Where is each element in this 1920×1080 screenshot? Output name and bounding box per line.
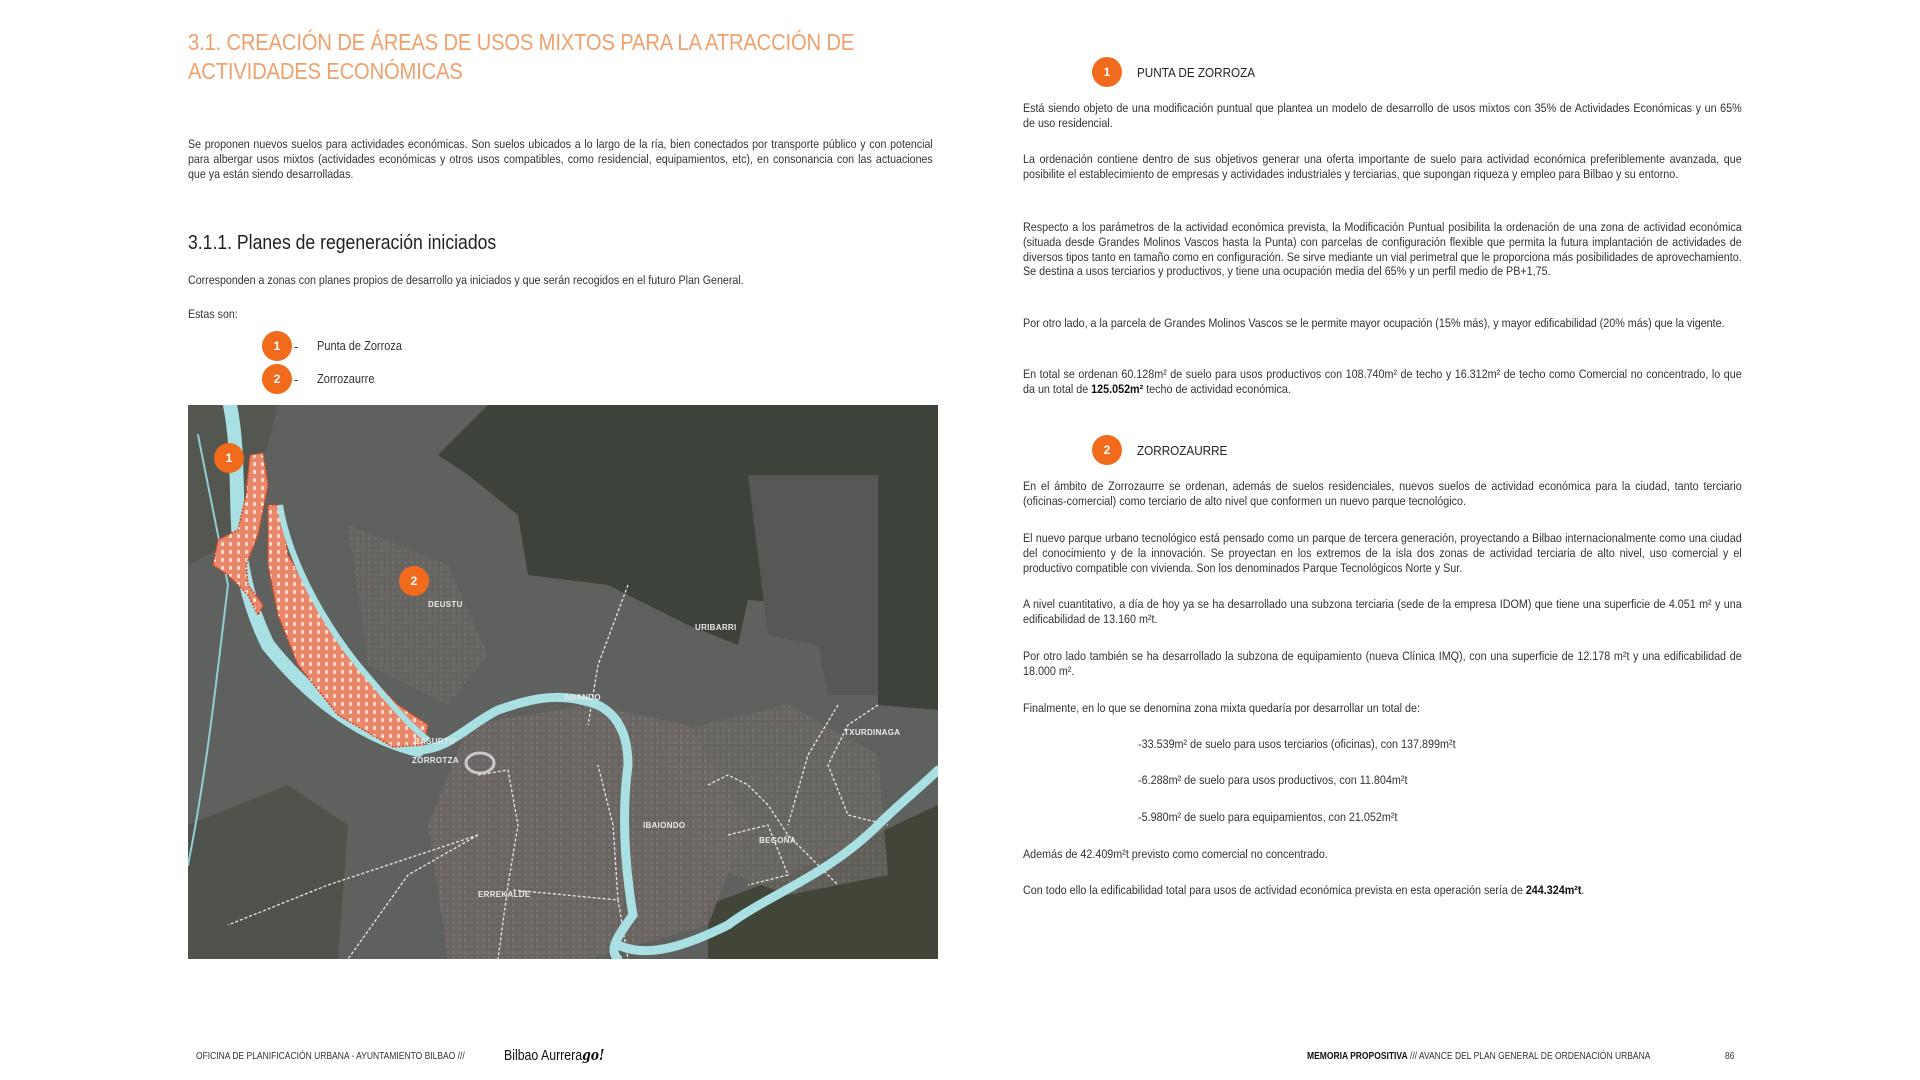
footer-doc-title: /// AVANCE DEL PLAN GENERAL DE ORDENACIÓN URBANA xyxy=(1407,1051,1651,1062)
paragraph: En el ámbito de Zorrozaurre se ordenan, además de suelos residenciales, nuevos suelos de actividad económica para la ciudad, tanto terciario (oficinas-comercial) como terciario de alto nivel que conformen un nuevo parque tecnológico. xyxy=(1023,479,1742,508)
paragraph: Respecto a los parámetros de la actividad económica prevista, la Modificación Puntual posibilita la ordenación de una zona de actividad económica (situada desde Grandes Molinos Vascos hasta la Punta) con parcelas de configuración flexible que permita la futura implantación de actividades de diversos tipos tanto en tamaño como en configuración. Se sirve mediante un vial perimetral que le proporciona más posibilidades de aprovechamiento. Se destina a usos terciarios y productivos, y tiene una ocupación media del 65% y un perfil medio de PB+1,75. xyxy=(1023,220,1742,279)
map-label-uribarri: URIBARRI xyxy=(695,623,737,632)
map-label-ibaiondo: IBAIONDO xyxy=(643,821,686,830)
list-item xyxy=(262,331,414,361)
subsection-heading: 3.1.1. Planes de regeneración iniciados xyxy=(188,232,497,254)
number-badge: 2 xyxy=(1092,435,1122,465)
section-header-zorrozaurre xyxy=(1092,435,1237,465)
list-item: -5.980m² de suelo para equipamientos, con 21.052m²t xyxy=(1138,810,1398,824)
list-item: -6.288m² de suelo para usos productivos, con 11.804m²t xyxy=(1138,773,1408,787)
section-title xyxy=(188,28,855,86)
paragraph-text: techo de actividad económica. xyxy=(1143,381,1291,396)
list-intro: Estas son: xyxy=(188,307,238,321)
paragraph: A nivel cuantitativo, a día de hoy ya se ha desarrollado una subzona terciaria (sede de la empresa IDOM) que tiene una superficie de 4.051 m² y una edificabilidad de 13.160 m²t. xyxy=(1023,597,1742,626)
footer-doc-type: MEMORIA PROPOSITIVA xyxy=(1307,1051,1408,1062)
subsection-intro: Corresponden a zonas con planes propios de desarrollo ya iniciados y que serán recogidos en el futuro Plan General. xyxy=(188,273,744,287)
paragraph-total xyxy=(1023,883,1742,898)
list-item xyxy=(262,364,382,394)
section-heading: ZORROZAURRE xyxy=(1137,442,1228,458)
paragraph-text: En total se ordenan 60.128m² de suelo para usos productivos con 108.740m² de techo y 16.312m² de techo como Comercial no concentrado, lo que da un total de xyxy=(1023,367,1742,396)
number-badge: 2 xyxy=(262,364,292,394)
footer-left-text: OFICINA DE PLANIFICACIÓN URBANA - AYUNTAMIENTO BILBAO /// xyxy=(196,1051,465,1062)
map-badge-1: 1 xyxy=(214,443,244,473)
list-dash: - xyxy=(294,338,299,354)
map-label-basurtu: BASURTU xyxy=(414,737,456,746)
paragraph: La ordenación contiene dentro de sus objetivos generar una oferta importante de suelo para actividad económica preferiblemente avanzada, que posibilite el establecimiento de empresas y actividades industriales y terciarias, que supongan riqueza y empleo para Bilbao y su entorno. xyxy=(1023,152,1742,181)
list-dash: - xyxy=(294,371,299,387)
paragraph: Finalmente, en lo que se denomina zona mixta quedaría por desarrollar un total de: xyxy=(1023,701,1420,715)
intro-paragraph: Se proponen nuevos suelos para actividades económicas. Son suelos ubicados a lo largo de la ría, bien conectados por transporte público y con potencial para albergar usos mixtos (actividades económicas y otros usos compatibles, como residencial, equipamientos, etc), en consonancia con las actuaciones que ya están siendo desarrolladas. xyxy=(188,137,933,181)
section-heading: PUNTA DE ZORROZA xyxy=(1137,64,1256,80)
map-badge-2: 2 xyxy=(399,566,429,596)
paragraph: Está siendo objeto de una modificación puntual que plantea un modelo de desarrollo de usos mixtos con 35% de Actividades Económicas y un 65% de uso residencial. xyxy=(1023,101,1742,130)
total-value: 244.324m²t xyxy=(1525,883,1582,897)
paragraph: Por otro lado, a la parcela de Grandes Molinos Vascos se le permite mayor ocupación (15% más), y mayor edificabilidad (20% más) que la vigente. xyxy=(1023,316,1725,330)
number-badge: 1 xyxy=(262,331,292,361)
map-label-txurdinaga: TXURDINAGA xyxy=(844,728,901,737)
section-title-line1: 3.1. CREACIÓN DE ÁREAS DE USOS MIXTOS PARA LA ATRACCIÓN DE xyxy=(188,29,855,55)
map-label-zorrotza: ZORROTZA xyxy=(412,756,459,765)
aerial-map xyxy=(188,405,938,959)
paragraph-total xyxy=(1023,367,1742,397)
paragraph-text: . xyxy=(1581,883,1585,897)
paragraph: Por otro lado también se ha desarrollado la subzona de equipamiento (nueva Clínica IMQ), con una superficie de 12.178 m²t y una edificabilidad de 18.000 m². xyxy=(1023,649,1742,678)
number-badge: 1 xyxy=(1092,57,1122,87)
section-header-punta-zorroza xyxy=(1092,57,1268,87)
paragraph-text: Con todo ello la edificabilidad total para usos de actividad económica prevista en esta operación sería de xyxy=(1023,883,1526,897)
list-item-label: Zorrozaurre xyxy=(317,372,375,386)
brand-emphasis: go! xyxy=(582,1047,605,1064)
page-number: 86 xyxy=(1725,1051,1735,1062)
list-item: -33.539m² de suelo para usos terciarios (oficinas), con 137.899m²t xyxy=(1138,737,1456,751)
paragraph: El nuevo parque urbano tecnológico está pensado como un parque de tercera generación, proyectando a Bilbao internacionalmente como una ciudad del conocimiento y de la innovación. Se proyectan en los extremos de la isla dos zonas de actividad terciaria de alto nivel, uso comercial y el productivo compatible con vivienda. Son los denominados Parque Tecnológicos Norte y Sur. xyxy=(1023,531,1742,575)
brand-text: Bilbao Aurrera xyxy=(504,1048,583,1064)
list-item-label: Punta de Zorroza xyxy=(317,339,403,353)
map-label-begona: BEGOÑA xyxy=(759,836,796,845)
paragraph: Además de 42.409m²t previsto como comercial no concentrado. xyxy=(1023,847,1328,861)
map-label-deustu: DEUSTU xyxy=(428,600,463,609)
total-value: 125.052m² xyxy=(1091,381,1144,396)
brand-logo xyxy=(504,1047,604,1064)
map-label-errekalde: ERREKALDE xyxy=(478,890,531,899)
section-title-line2: ACTIVIDADES ECONÓMICAS xyxy=(188,58,463,84)
footer-right-text xyxy=(1307,1051,1650,1062)
map-label-abando: ABANDO xyxy=(564,693,601,702)
map-graphic xyxy=(188,405,938,959)
